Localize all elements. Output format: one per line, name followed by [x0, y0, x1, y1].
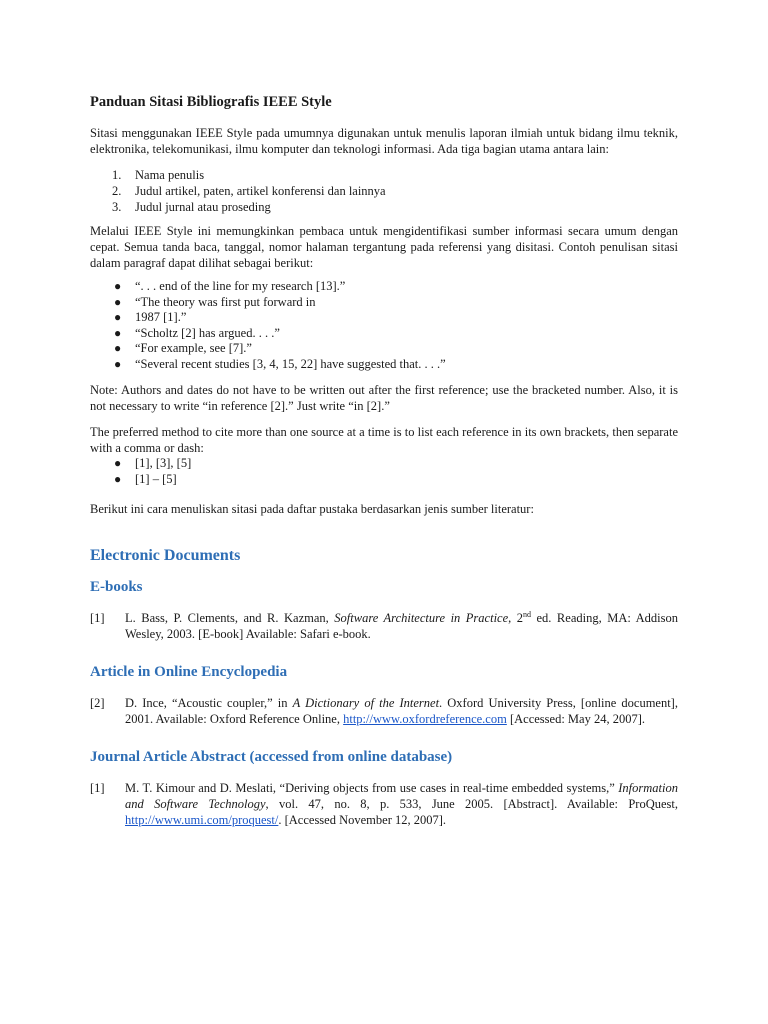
preferred-method-paragraph: The preferred method to cite more than one source at a time is to list each reference in its own brackets, then separate with a comma or dash:	[90, 425, 678, 455]
bullet-text: “The theory was first put forward in	[135, 294, 316, 309]
reference-text: L. Bass, P. Clements, and R. Kazman,	[125, 611, 335, 625]
bullet-icon: ●	[114, 356, 122, 371]
list-item	[90, 183, 678, 199]
bullet-text: “For example, see [7].”	[135, 341, 252, 355]
bullet-icon: ●	[114, 456, 122, 470]
reference-entry	[90, 610, 678, 642]
list-number: 2.	[112, 184, 122, 198]
reference-number: [1]	[90, 611, 105, 625]
reference-text: , 2	[508, 611, 524, 625]
proquest-link[interactable]: http://www.umi.com/proquest/	[125, 813, 279, 827]
bullet-item	[90, 326, 678, 342]
list-text: Judul jurnal atau proseding	[135, 200, 271, 214]
bullet-text: [1] – [5]	[135, 471, 177, 486]
list-item	[90, 199, 678, 215]
example-bullets	[90, 279, 678, 372]
bullet-icon: ●	[114, 294, 122, 309]
list-number: 1.	[112, 168, 122, 182]
bullet-text: 1987 [1].”	[135, 310, 187, 324]
reference-text: M. T. Kimour and D. Meslati, “Deriving objects from use cases in real-time embedded systems,”	[125, 781, 619, 795]
reference-title: Software Architecture in Practice	[334, 611, 509, 625]
ieee-paragraph: Melalui IEEE Style ini memungkinkan pembaca untuk mengidentifikasi sumber informasi secara umum dengan cepat. Semua tanda baca, tanggal, nomor halaman tergantung pada referensi yang disitasi. Contoh penulisan sitasi dalam paragraf dapat dilihat sebagai berikut:	[90, 224, 678, 270]
bullet-item	[90, 341, 678, 357]
reference-number: [2]	[90, 696, 105, 710]
reference-text: , vol. 47, no. 8, p. 533, June 2005. [Abstract]. Available: ProQuest,	[265, 797, 678, 811]
bullet-text: “. . . end of the line for my research [13].”	[135, 279, 346, 293]
reference-text: D. Ince, “Acoustic coupler,” in	[125, 696, 293, 710]
reference-entry	[90, 695, 678, 727]
bullet-text: [1], [3], [5]	[135, 456, 192, 470]
reference-title: Information and Software Technology	[125, 781, 678, 811]
subheading-ebooks: E-books	[90, 579, 143, 595]
bullet-icon: ●	[114, 310, 122, 324]
reference-text: [Accessed: May 24, 2007].	[506, 712, 645, 726]
reference-text: . Oxford University Press, [online document], 2001. Available: Oxford Reference Online,	[125, 696, 678, 726]
bullet-icon: ●	[114, 279, 122, 293]
list-text: Judul artikel, paten, artikel konferensi dan lainnya	[135, 184, 386, 198]
bullet-text: “Scholtz [2] has argued. . . .”	[135, 325, 280, 340]
edition-superscript: nd	[523, 609, 532, 619]
bullet-icon: ●	[114, 325, 122, 340]
bullet-text: “Several recent studies [3, 4, 15, 22] have suggested that. . . .”	[135, 356, 446, 371]
bullet-item	[90, 456, 678, 472]
bracket-bullets	[90, 456, 678, 487]
list-item	[90, 167, 678, 183]
list-number: 3.	[112, 200, 122, 214]
document-content	[90, 94, 678, 850]
subheading-journal-abstract: Journal Article Abstract (accessed from online database)	[90, 749, 453, 765]
bullet-item	[90, 279, 678, 295]
bibliography-intro: Berikut ini cara menuliskan sitasi pada daftar pustaka berdasarkan jenis sumber literatur:	[90, 502, 534, 516]
bullet-item	[90, 310, 678, 326]
document-title: Panduan Sitasi Bibliografis IEEE Style	[90, 94, 332, 110]
intro-paragraph: Sitasi menggunakan IEEE Style pada umumnya digunakan untuk menulis laporan ilmiah untuk bidang ilmu teknik, elektronika, telekomunikasi, ilmu komputer dan teknologi informasi. Ada tiga bagian utama antara lain:	[90, 126, 678, 156]
reference-text: ed. Reading, MA: Addison Wesley, 2003. [E-book] Available: Safari e-book.	[125, 611, 678, 641]
subheading-encyclopedia: Article in Online Encyclopedia	[90, 664, 288, 680]
bullet-item	[90, 295, 678, 311]
oxford-reference-link[interactable]: http://www.oxfordreference.com	[343, 712, 507, 726]
numbered-list	[90, 167, 678, 215]
list-text: Nama penulis	[135, 168, 205, 182]
bullet-item	[90, 472, 678, 488]
reference-number: [1]	[90, 781, 105, 795]
reference-text: . [Accessed November 12, 2007].	[278, 813, 447, 827]
note-paragraph: Note: Authors and dates do not have to be written out after the first reference; use the bracketed number. Also, it is not necessary to write “in reference [2].” Just write “in [2].”	[90, 383, 678, 413]
reference-title: A Dictionary of the Internet	[292, 696, 440, 710]
section-heading-electronic: Electronic Documents	[90, 547, 241, 564]
bullet-icon: ●	[114, 341, 122, 355]
bullet-icon: ●	[114, 471, 122, 486]
bullet-item	[90, 357, 678, 373]
reference-entry	[90, 780, 678, 828]
